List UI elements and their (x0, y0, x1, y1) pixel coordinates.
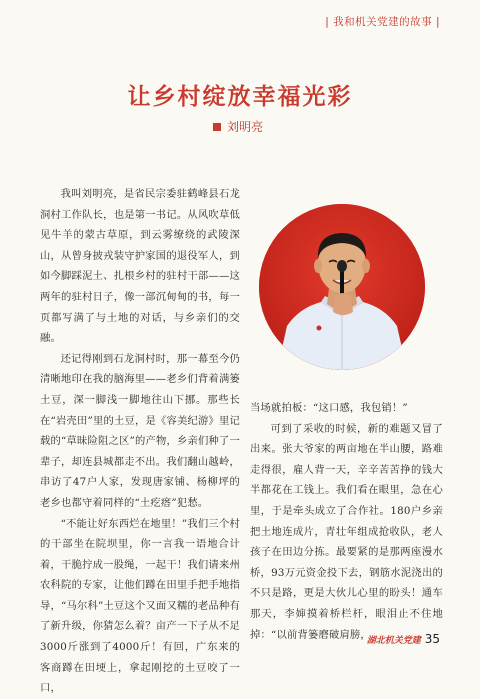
paragraph: 当场就拍板：“这口感，我包销！” (250, 402, 408, 414)
author-name: 刘明亮 (227, 120, 264, 134)
author-line (213, 118, 263, 135)
paragraph: “不能让好东西烂在地里！”我们三个村的干部坐在院坝里，你一言我一语地合计着，干脆拧成一股绳，一起干！我们请来州农科院的专家，让他们蹲在田里手把手地指导，“马尔科”土豆这个又面又糯的老品种有了新升级，你猜怎么着？亩产一下子从不足3000斤涨到了4000斤！有回，广东来的客商蹲在田埂上，拿起刚挖的土豆咬了一口， (40, 517, 240, 695)
left-column (40, 184, 240, 699)
magazine-logo: 湖北机关党建 (366, 635, 421, 646)
section-tag: | 我和机关党建的故事 | (325, 16, 440, 28)
speaker-portrait-illustration (259, 204, 425, 370)
paragraph: 我叫刘明亮，是省民宗委驻鹤峰县石龙洞村工作队长，也是第一书记。从风吹草低见牛羊的蒙古草原，到云雾缭绕的武陵深山，从曾身披戎装守护家国的退役军人，到如今脚踩泥土、扎根乡村的驻村干部——这两年的驻村日子，像一部沉甸甸的书，每一页都写满了与土地的对话，与乡亲们的交融。 (40, 188, 240, 345)
author-square-icon (213, 123, 221, 131)
paragraph: 还记得刚到石龙洞村时，那一幕至今仍清晰地印在我的脑海里——老乡们背着满篓土豆，深一脚浅一脚地往山下挪。那些长在“岩壳田”里的土豆，是《容美纪游》里记载的“草昧险阻之区”的产物，乡亲们种了一辈子，却连县城都走不出。我们翻山越岭，串访了47户人家，发现唐家铺、杨柳坪的老乡也都守着同样的“土疙瘩”犯愁。 (40, 352, 240, 509)
article-title: 让乡村绽放幸福光彩 (127, 84, 353, 110)
right-column (250, 398, 443, 645)
paragraph: 可到了采收的时候，新的难题又冒了出来。张大爷家的两亩地在半山腰，路难走得很，雇人背一天，辛辛苦苦挣的钱大半都花在工钱上。我们看在眼里，急在心里，于是牵头成立了合作社。180户乡亲把土地连成片，青壮年组成抢收队，老人孩子在田边分拣。最要紧的是那两座漫水桥，93万元资金投下去，钢筋水泥浇出的不只是路，更是大伙儿心里的盼头！通车那天，李婶摸着桥栏杆，眼泪止不住地掉：“以前背篓磨破肩膀， (250, 422, 443, 641)
page-footer (367, 632, 440, 646)
portrait-photo (259, 204, 425, 370)
page-number: 35 (424, 632, 440, 646)
